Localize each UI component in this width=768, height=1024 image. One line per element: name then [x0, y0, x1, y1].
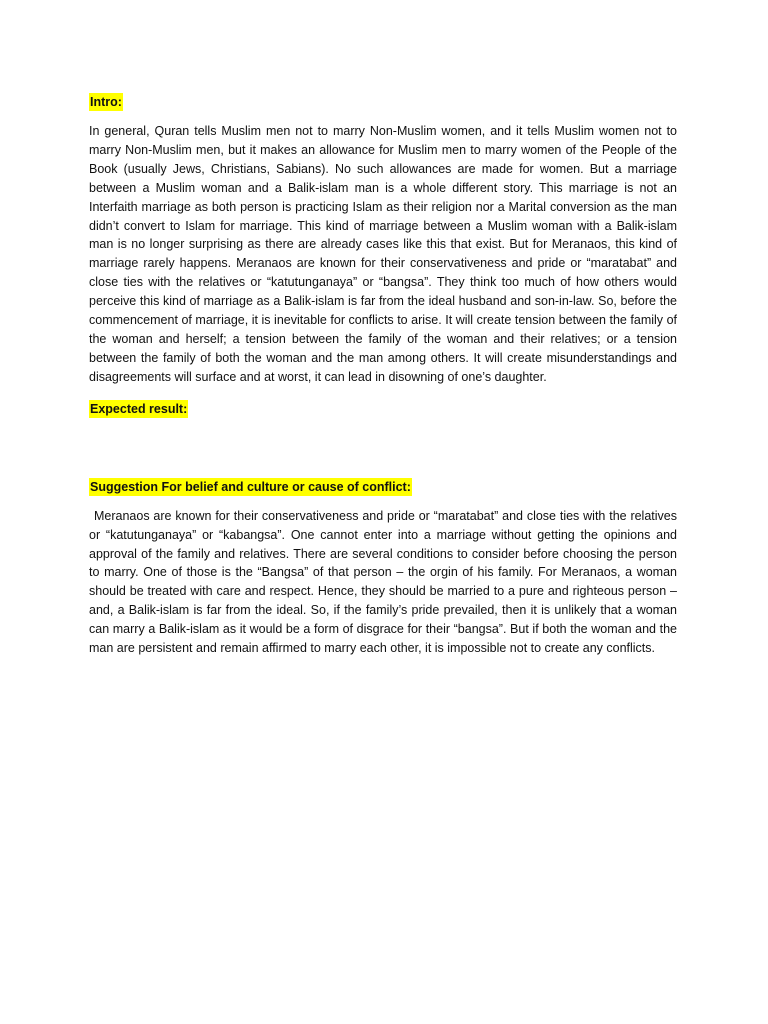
- expected-result-blank-space: [89, 418, 677, 478]
- suggestion-heading: Suggestion For belief and culture or cause of conflict:: [90, 479, 411, 494]
- document-body: [89, 93, 677, 658]
- intro-section: [89, 93, 677, 387]
- intro-paragraph: In general, Quran tells Muslim men not to marry Non-Muslim women, and it tells Muslim women not to marry Non-Muslim men, but it makes an allowance for Muslim men to marry women of the People of the Book (usually Jews, Christians, Sabians). No such allowances are made for women. But a marriage between a Muslim woman and a Balik-islam man is a whole different story. This marriage is not an Interfaith marriage as both person is practicing Islam as their religion nor a Marital conversion as the man didn’t convert to Islam for marriage. This kind of marriage between a Muslim woman with a Balik-islam man is no longer surprising as there are already cases like this that exist. But for Meranaos, this kind of marriage rarely happens. Meranaos are known for their conservativeness and pride or “maratabat” and close ties with the relatives or “katutunganaya” or “bangsa”. They think too much of how others would perceive this kind of marriage as a Balik-islam is far from the ideal husband and son-in-law. So, before the commencement of marriage, it is inevitable for conflicts to arise. It will create tension between the family of the woman and herself; a tension between the family of the woman and their relatives; or a tension between the family of both the woman and the man among others. It will create misunderstandings and disagreements will surface and at worst, it can lead in disowning of one’s daughter.: [89, 124, 677, 384]
- expected-result-heading: Expected result:: [90, 401, 188, 416]
- intro-heading: Intro:: [90, 95, 122, 109]
- expected-result-section: [89, 400, 677, 478]
- suggestion-section: [89, 478, 677, 658]
- suggestion-paragraph: Meranaos are known for their conservativeness and pride or “maratabat” and close ties with the relatives or “katutunganaya” or “kabangsa”. One cannot enter into a marriage without getting the opinions and approval of the family and relatives. There are several conditions to consider before choosing the person to marry. One of those is the “Bangsa” of that person – the orgin of his family. For Meranaos, a woman should be treated with care and respect. Hence, they should be married to a pure and righteous person – and, a Balik-islam is far from the ideal. So, if the family’s pride prevailed, then it is unlikely that a woman can marry a Balik-islam as it would be a form of disgrace for their “bangsa”. But if both the woman and the man are persistent and remain affirmed to marry each other, it is impossible not to create any conflicts.: [89, 508, 677, 656]
